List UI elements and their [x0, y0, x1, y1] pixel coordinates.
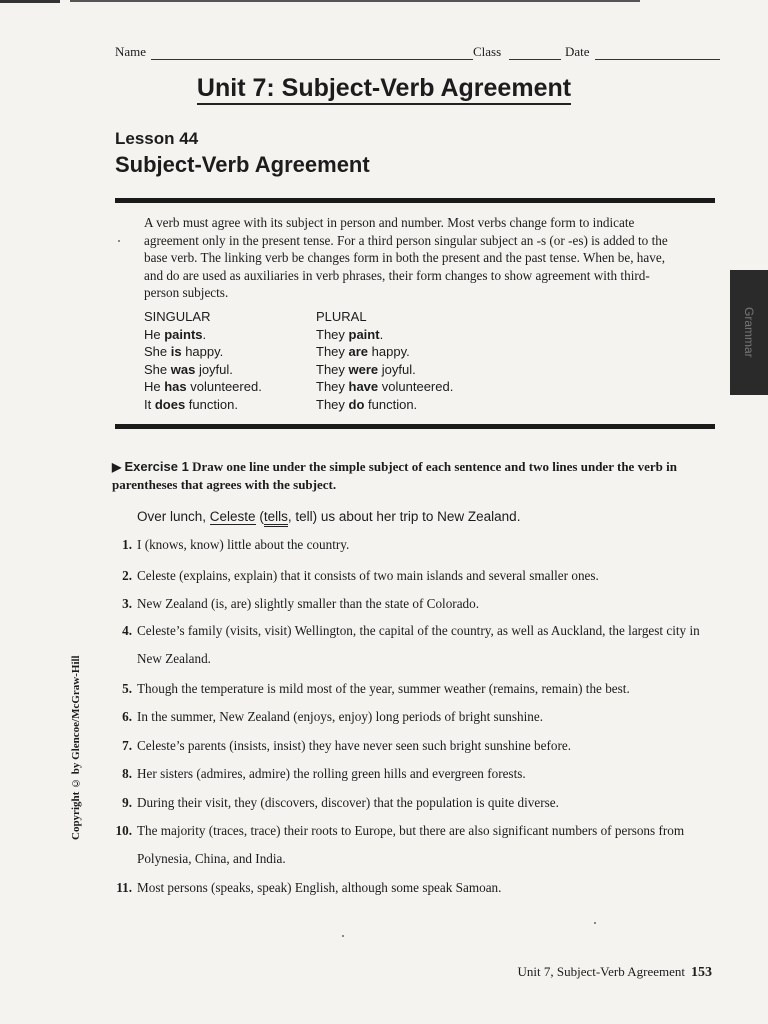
scan-speck [118, 240, 120, 242]
plural-row: They are happy. [316, 344, 410, 360]
name-label: Name [115, 44, 147, 59]
plural-row: They do function. [316, 396, 418, 412]
singular-header: SINGULAR [144, 309, 211, 324]
footer-text: Unit 7, Subject-Verb Agreement [517, 964, 685, 979]
grammar-side-tab [730, 270, 768, 395]
triangle-bullet-icon: ▶ [112, 460, 122, 474]
page-footer [490, 964, 712, 981]
singular-row: It does function. [144, 396, 238, 412]
section-divider-bottom [115, 424, 715, 429]
scan-speck [594, 922, 596, 924]
exercise-label: Exercise 1 [124, 459, 189, 474]
date-field[interactable] [595, 59, 720, 60]
top-edge-rule [70, 0, 640, 2]
lesson-number: Lesson 44 [115, 129, 199, 148]
exercise-instruction: Draw one line under the simple subject of each sentence and two lines under the verb in parentheses that agrees with the subject. [112, 459, 677, 492]
section-divider-top [115, 198, 715, 203]
example-verb: tells [264, 509, 288, 527]
lesson-title: Subject-Verb Agreement [115, 152, 370, 177]
scan-edge-mark [0, 0, 60, 3]
plural-row: They have volunteered. [316, 379, 454, 395]
example-subject: Celeste [209, 509, 256, 524]
class-label: Class [473, 44, 502, 59]
student-header [115, 44, 720, 66]
singular-row: She was joyful. [144, 361, 233, 377]
class-field[interactable] [509, 59, 561, 60]
plural-row: They paint. [316, 326, 384, 342]
copyright-notice: Copyright © by Glencoe/McGraw-Hill [70, 655, 82, 840]
singular-column [144, 308, 262, 414]
unit-title: Unit 7: Subject-Verb Agreement [0, 74, 768, 103]
plural-header: PLURAL [316, 309, 367, 324]
plural-column [316, 308, 453, 414]
date-label: Date [565, 44, 590, 59]
name-field[interactable] [151, 59, 473, 60]
intro-paragraph: A verb must agree with its subject in person and number. Most verbs change form to indicate agreement only in the present tense. For a third person singular subject an -s (or -es) is added to the base verb. The linking verb be changes form in both the present and the past tense. When be, have, and do are used as auxiliaries in verb phrases, their form changes to show agreement with third-person subjects. [144, 215, 668, 301]
example-sentence: Over lunch, Celeste (tells, tell) us about her trip to New Zealand. [137, 509, 520, 524]
singular-row: He has volunteered. [144, 379, 262, 395]
exercise-instructions [112, 458, 712, 493]
scan-speck [342, 935, 344, 937]
plural-row: They were joyful. [316, 361, 416, 377]
singular-row: He paints. [144, 326, 207, 342]
singular-row: She is happy. [144, 344, 224, 360]
page-number: 153 [691, 965, 712, 980]
side-tab-label: Grammar [742, 307, 756, 358]
